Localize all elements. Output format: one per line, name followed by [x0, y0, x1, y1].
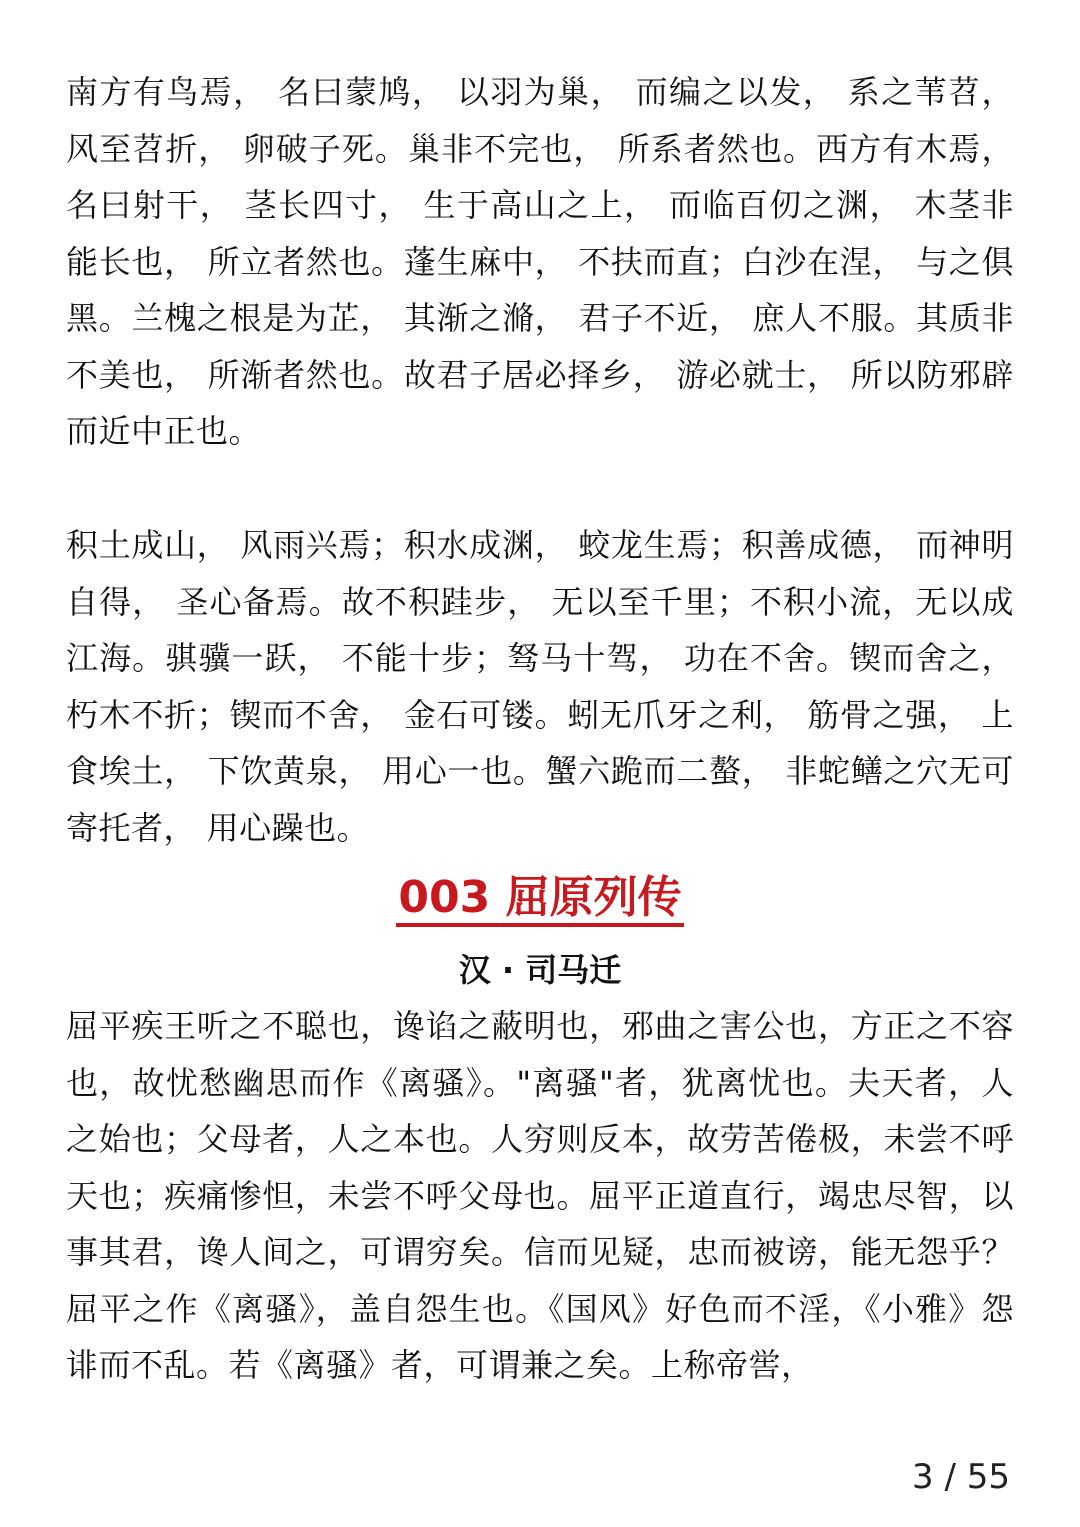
paragraph-quanxue-2: 积土成山， 风雨兴焉；积水成渊， 蛟龙生焉；积善成德， 而神明自得， 圣心备焉。故不积跬步， 无以至千里；不积小流，无以成江海。骐骥一跃， 不能十步；驽马十驾， 功在不舍。锲而舍之， 朽木不折；锲而不舍， 金石可镂。蚓无爪牙之利， 筋骨之强， 上食埃土， 下饮黄泉， 用心一也。蟹六跪而二螯， 非蛇鳝之穴无可寄托者， 用心躁也。	[66, 526, 1014, 847]
section-body: 屈平疾王听之不聪也，谗谄之蔽明也，邪曲之害公也，方正之不容也，故忧愁幽思而作《离骚》。"离骚"者，犹离忧也。夫天者，人之始也；父母者，人之本也。人穷则反本，故劳苦倦极，未尝不呼天也；疾痛惨怛，未尝不呼父母也。屈平正道直行，竭忠尽智，以事其君，谗人间之，可谓穷矣。信而见疑，忠而被谤，能无怨乎？屈平之作《离骚》，盖自怨生也。《国风》好色而不淫，《小雅》怨诽而不乱。若《离骚》者，可谓兼之矣。上称帝喾，	[66, 1007, 1014, 1384]
section-title-text: 003 屈原列传	[396, 872, 683, 927]
paragraph-quanxue-1: 南方有鸟焉， 名曰蒙鸠， 以羽为巢， 而编之以发， 系之苇苕，风至苕折， 卵破子死。巢非不完也， 所系者然也。西方有木焉，名曰射干， 茎长四寸， 生于高山之上， 而临百仞之渊， 木茎非能长也， 所立者然也。蓬生麻中， 不扶而直；白沙在涅， 与之俱黑。兰槐之根是为芷， 其渐之滫， 君子不近， 庶人不服。其质非不美也， 所渐者然也。故君子居必择乡， 游必就士， 所以防邪辟而近中正也。	[66, 73, 1014, 450]
section-author: 汉 · 司马迁	[458, 951, 622, 989]
page-indicator: 3 / 55	[912, 1457, 1010, 1497]
section-title	[0, 868, 1080, 928]
